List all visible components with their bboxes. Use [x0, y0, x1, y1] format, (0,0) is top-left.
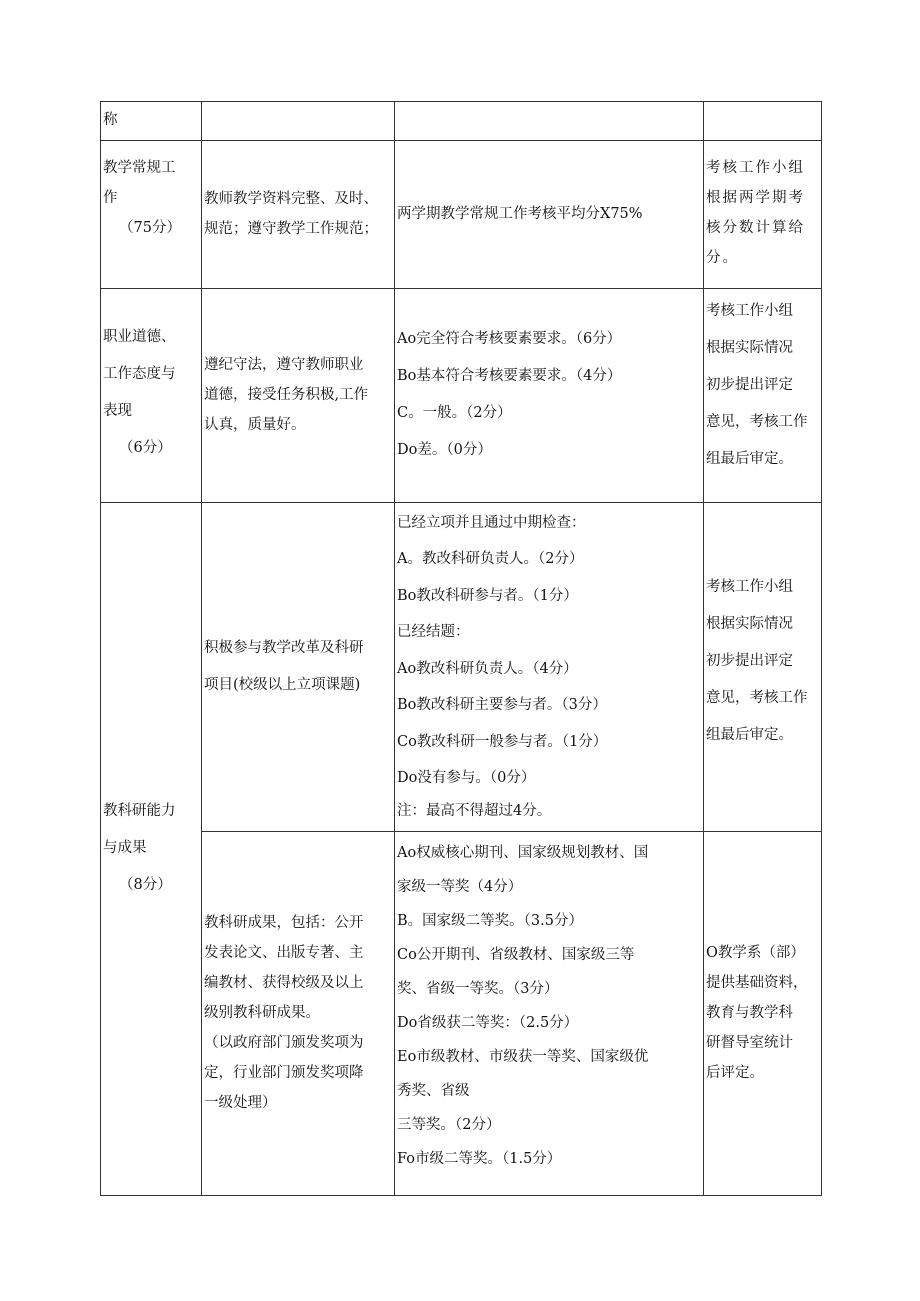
cell-text: （以政府部门颁发奖项为 — [204, 1035, 364, 1051]
cell-text: 教师教学资料完整、及时、 — [204, 191, 378, 207]
cell-criteria — [202, 140, 395, 288]
table-row — [101, 288, 822, 502]
cell-text: 后评定。 — [706, 1065, 764, 1081]
cell-text: （8分） — [119, 877, 172, 893]
cell-empty — [704, 102, 822, 141]
cell-text: 表现 — [103, 402, 132, 419]
cell-text: 分。 — [706, 249, 739, 266]
cell-text: 三等奖。（2分） — [397, 1116, 501, 1133]
cell-text: 组最后审定。 — [706, 450, 793, 467]
cell-text: Bo教改科研参与者。（1分） — [397, 587, 578, 604]
cell-text: 根据实际情况 — [706, 615, 793, 632]
cell-empty — [202, 102, 395, 141]
cell-text: Do省级获二等奖：（2.5分） — [397, 1014, 579, 1031]
cell-text: （75分） — [119, 219, 181, 236]
cell-text: Co教改科研一般参与者。（1分） — [397, 733, 608, 750]
cell-text: 道德，接受任务积极,工作 — [204, 387, 369, 403]
cell-text: A。教改科研负责人。（2分） — [397, 551, 584, 567]
cell-text: 组最后审定。 — [706, 726, 793, 743]
cell-text: 初步提出评定 — [706, 652, 793, 669]
cell-text: 考核工作小组 — [706, 302, 793, 319]
cell-text: 初步提出评定 — [706, 376, 793, 393]
table-row — [101, 831, 822, 1195]
cell-criteria — [202, 288, 395, 502]
cell-item-name — [101, 140, 202, 288]
cell-text: 意见，考核工作 — [706, 413, 808, 430]
table-row — [101, 502, 822, 831]
cell-text: 级别教科研成果。 — [204, 1005, 320, 1021]
table-row — [101, 140, 822, 288]
cell-text: Fo市级二等奖。（1.5分） — [397, 1150, 562, 1167]
cell-method — [704, 831, 822, 1195]
cell-method — [704, 288, 822, 502]
cell-scoring — [395, 502, 704, 831]
cell-text: Bo教改科研主要参与者。（3分） — [397, 697, 607, 713]
cell-text: 奖、省级一等奖。（3分） — [397, 980, 559, 997]
cell-criteria — [202, 831, 395, 1195]
cell-text: 职业道德、 — [103, 328, 176, 345]
cell-text: 注：最高不得超过4分。 — [397, 802, 552, 819]
cell-text: 研督导室统计 — [706, 1035, 793, 1051]
cell-text: 项目(校级以上立项课题) — [204, 676, 361, 693]
cell-text: Ao教改科研负责人。（4分） — [397, 660, 578, 677]
cell-text: Do没有参与。（0分） — [397, 770, 536, 786]
cell-text: 教学常规工 — [103, 159, 176, 176]
cell-text: 考核工作小组 — [706, 159, 805, 176]
cell-text: 秀奖、省级 — [397, 1082, 470, 1099]
cell-text: 与成果 — [103, 840, 147, 856]
cell-text: 两学期教学常规工作考核平均分X75% — [397, 205, 643, 222]
cell-item-name — [101, 288, 202, 502]
cell-criteria — [202, 502, 395, 831]
cell-scoring — [395, 831, 704, 1195]
cell-item-name — [101, 502, 202, 1195]
cell-empty — [395, 102, 704, 141]
cell-text: Do差。（0分） — [397, 442, 492, 458]
cell-text: 认真，质量好。 — [204, 417, 306, 433]
table-row — [101, 102, 822, 141]
cell-text: Co公开期刊、省级教材、国家级三等 — [397, 946, 635, 963]
cell-text: 已经结题： — [397, 624, 470, 640]
cell-text: 已经立项并且通过中期检查： — [397, 514, 586, 531]
cell-text: 遵纪守法，遵守教师职业 — [204, 357, 364, 373]
cell-text: 意见，考核工作 — [706, 689, 808, 706]
cell-item-name — [101, 102, 202, 141]
cell-text: C。一般。（2分） — [397, 405, 512, 421]
cell-text: B。国家级二等奖。（3.5分） — [397, 912, 583, 929]
cell-method — [704, 140, 822, 288]
cell-scoring — [395, 288, 704, 502]
cell-text: 发表论文、出版专著、主 — [204, 945, 364, 961]
cell-text: （6分） — [119, 439, 172, 456]
cell-text: Ao权威核心期刊、国家级规划教材、国 — [397, 844, 649, 861]
cell-text: 提供基础资料， — [706, 975, 808, 991]
cell-text: 家级一等奖（4分） — [397, 878, 523, 895]
cell-text: 工作态度与 — [103, 365, 176, 382]
cell-text: 积极参与教学改革及科研 — [204, 639, 364, 656]
cell-text: Bo基本符合考核要素要求。（4分） — [397, 368, 622, 384]
cell-text: 规范；遵守教学工作规范； — [204, 221, 378, 237]
cell-text: 定，行业部门颁发奖项降 — [204, 1065, 364, 1081]
cell-text: Eo市级教材、市级获一等奖、国家级优 — [397, 1048, 649, 1065]
cell-text: 教科研成果，包括：公开 — [204, 915, 364, 931]
cell-text: 根据实际情况 — [706, 339, 793, 356]
cell-text: 教育与教学科 — [706, 1005, 793, 1021]
cell-text: 编教材、获得校级及以上 — [204, 975, 364, 991]
cell-text: 称 — [103, 112, 118, 128]
cell-text: 根据两学期考 — [706, 189, 805, 206]
cell-text: Ao完全符合考核要素要求。（6分） — [397, 331, 622, 347]
cell-text: 核分数计算给 — [706, 219, 805, 236]
evaluation-table — [100, 101, 822, 1196]
cell-method — [704, 502, 822, 831]
cell-text: O教学系（部） — [706, 945, 805, 961]
cell-text: 作 — [103, 189, 118, 206]
cell-text: 教科研能力 — [103, 803, 176, 819]
cell-text: 考核工作小组 — [706, 578, 793, 595]
cell-text: 一级处理） — [204, 1095, 277, 1111]
cell-scoring — [395, 140, 704, 288]
